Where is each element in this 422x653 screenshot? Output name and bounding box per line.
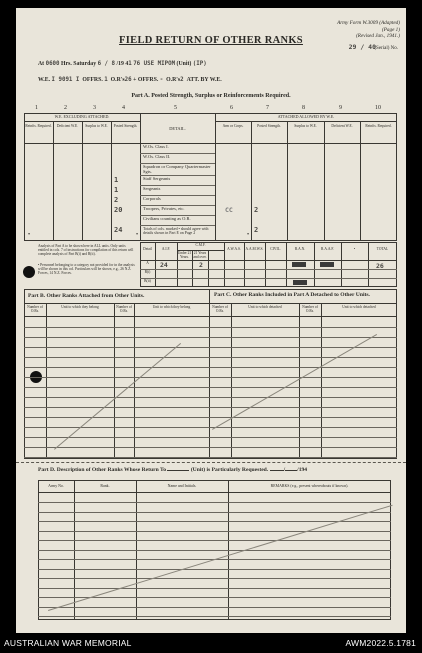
group-header-attached: ATTACHED ALLOWED BY W.E.: [277, 114, 335, 119]
grid-line: [140, 260, 397, 261]
analysis-column-header: CIVIL.: [270, 247, 281, 251]
total-value: 26: [376, 262, 384, 270]
analysis-column-header: R.A.A.F.: [321, 247, 334, 251]
row-label: Corporals: [143, 196, 161, 201]
row-line: [24, 357, 397, 358]
analysis-column-header: A.I.F.: [161, 247, 171, 251]
grid-line: [215, 113, 216, 241]
column-header: Deficient W.E.: [56, 124, 79, 128]
row-line: [38, 512, 391, 513]
part-d-table: [38, 480, 391, 620]
redaction-block: [292, 262, 306, 267]
detail-header: DETAIL.: [169, 126, 186, 131]
column-header: Surplus to W.E.: [294, 124, 317, 128]
revision-note: (Revised Jan., 1941.): [356, 33, 400, 39]
part-d-heading: Part D. Description of Other Ranks Whose Return To (Unit) is Particularly Requested. / /194: [38, 467, 308, 473]
part-c-heading: Part C. Other Ranks Included in Part A Detached to Other Units.: [214, 292, 370, 298]
posted-strength-value: 1: [114, 176, 119, 184]
row-line: [140, 278, 397, 279]
row-line: [24, 437, 397, 438]
part-d-column-header: Rank.: [100, 484, 110, 488]
analysis-column-header: •: [353, 247, 356, 251]
row-line: [24, 347, 397, 348]
date-value: 6 / 8: [97, 61, 116, 67]
tear-line: [16, 462, 406, 463]
row-line: [38, 569, 391, 570]
group-header-we: W.E. EXCLUDING ATTACHED.: [54, 114, 110, 119]
part-c-column-header: Unit to which detached: [342, 305, 376, 309]
column-header: Posted Strength.: [257, 124, 281, 128]
column-number: 7: [266, 105, 269, 111]
posted-strength-value: 24: [114, 226, 123, 234]
column-number: 4: [122, 105, 125, 111]
column-header: Arm or Corps.: [222, 124, 244, 128]
grid-line: [360, 121, 361, 241]
part-b-column-header: Number of O.Rs.: [116, 305, 132, 313]
column-number: 2: [64, 105, 67, 111]
part-b-heading: Part B. Other Ranks Attached from Other Units.: [28, 293, 145, 299]
serial-number-label: (Serial) No.: [374, 46, 398, 51]
row-line: [24, 337, 397, 338]
unit-value: 76 USE MIPOM: [133, 61, 176, 67]
part-c-column-header: Number of O.Rs.: [212, 305, 228, 313]
row-line: [38, 616, 391, 617]
analysis-column-header: A.A.M.W.S.: [245, 247, 264, 251]
analysis-column-header: A.W.A.S.: [227, 247, 241, 251]
cmf-header: C.M.F.: [195, 243, 206, 247]
year-value: 1: [128, 61, 132, 67]
aif-value: 24: [160, 261, 168, 269]
redaction-block: [320, 262, 334, 267]
page-indicator: (Page 1): [381, 26, 400, 33]
grid-line: [111, 121, 112, 241]
row-label: Troopers, Privates, etc.: [143, 206, 185, 211]
ors-attached-value: 2: [180, 77, 184, 83]
form-number-block: Army Form W.3009 (Adapted) (Page 1) (Revised Jan., 1941.): [337, 20, 400, 39]
ors-value: 26: [124, 77, 132, 83]
analysis-column-header: TOTAL: [376, 247, 389, 251]
grid-line: [53, 121, 54, 241]
grid-line: [177, 242, 178, 287]
row-line: [24, 327, 397, 328]
row-label: Staff Sergeants: [143, 176, 171, 181]
column-number: 5: [174, 105, 177, 111]
analysis-row-label: A: [146, 261, 149, 265]
analysis-column-header: R.A.N.: [294, 247, 306, 251]
part-c-column-header: Unit to which detached: [248, 305, 282, 309]
row-line: [38, 607, 391, 608]
part-d-column-header: REMARKS (e.g., present whereabouts if known).: [270, 484, 349, 488]
column-number: 6: [230, 105, 233, 111]
part-b-column-header: Number of O.Rs.: [27, 305, 43, 313]
row-line: [24, 377, 397, 378]
hours-value: 0600: [45, 61, 60, 67]
footer-credit: AUSTRALIAN WAR MEMORIAL: [4, 638, 132, 648]
marker-dot: •: [28, 232, 31, 238]
row-line: [38, 502, 391, 503]
analysis-footnote: • Personnel belonging to a category not provided for in the analysis will be shown in this col. Particulars will be shown, e.g., 26 N.Z. Forces, 14 N.Z. Forces.: [38, 263, 135, 276]
grid-line: [251, 121, 252, 241]
column-number: 9: [339, 105, 342, 111]
grid-line: [324, 121, 325, 241]
row-line: [24, 457, 397, 458]
form-title: FIELD RETURN OF OTHER RANKS: [119, 35, 303, 46]
detail-header: Detail: [143, 247, 152, 251]
attached-strength-value: 2: [254, 226, 259, 234]
column-header: Deficient W.E.: [331, 124, 353, 128]
cmf-value: 2: [199, 261, 203, 269]
posted-strength-value: 1: [114, 186, 119, 194]
part-a-table: [24, 105, 397, 241]
analysis-row-label: B(ii): [144, 279, 151, 283]
part-a-heading: Part A. Posted Strength, Surplus or Reinforcements Required.: [131, 93, 291, 99]
column-number: 3: [93, 105, 96, 111]
row-line: [24, 407, 397, 408]
analysis-note: Analysis of Part A to be shown here in ALL units. Only units entitled in cols. 7 of instructions for compilation of this return will complete analysis of Part B(i) and B(ii).: [38, 244, 134, 257]
serial-number-value: 29 / 40: [348, 43, 376, 51]
return-time-line: At 0600 Hrs. Saturday 6 / 8 /19 41 76 USE MIPOM (Unit) (IP): [38, 61, 207, 67]
grid-line: [287, 121, 288, 241]
column-header: Reinfts. Required.: [25, 124, 52, 128]
row-line: [38, 578, 391, 579]
analysis-column-header: 21 Years and over.: [193, 251, 207, 259]
establishment-line: W.E. I 9091 I OFFRS. 1 O.R's26 + OFFRS. - O.R's2 ATT. BY W.E.: [38, 77, 222, 83]
row-label: Squadron or Company Quartermaster Sgts.: [143, 164, 211, 174]
column-header: Reinfts. Required.: [365, 124, 392, 128]
row-label: W.Os. Class I.: [143, 144, 169, 149]
posted-strength-value: 2: [114, 196, 119, 204]
army-form-number: Army Form W.3009: [337, 20, 378, 26]
row-line: [38, 531, 391, 532]
part-b-column-header: Unit to which they belong: [61, 305, 99, 309]
column-header: Posted Strength.: [113, 124, 138, 128]
row-label: Sergeants: [143, 186, 161, 191]
analysis-row-label: B(i): [144, 270, 151, 274]
column-number: 1: [35, 105, 38, 111]
row-line: [24, 387, 397, 388]
grid-line: [140, 113, 141, 241]
parts-b-c-section: [24, 289, 397, 459]
we-value: I 9091 I: [51, 77, 80, 83]
column-number: 10: [375, 105, 381, 111]
marker-dot: •: [247, 232, 250, 238]
column-header: Surplus to W.E.: [85, 124, 108, 128]
row-label: Totals of cols. marked • should agree with details shown in Part E on Page 2: [143, 227, 209, 236]
column-number: 8: [302, 105, 305, 111]
footer-accession: AWM2022.5.1781: [345, 638, 416, 648]
row-line: [24, 367, 397, 368]
row-line: [38, 550, 391, 551]
part-c-column-header: Number of O.Rs.: [302, 305, 318, 313]
row-line: [38, 540, 391, 541]
analysis-section: [24, 242, 397, 287]
arm-corps-value: CC: [225, 206, 233, 214]
row-label: Civilians counting as O.R.: [143, 216, 191, 221]
row-line: [140, 225, 215, 226]
analysis-column-header: Under 21 Years.: [177, 251, 192, 259]
part-d-column-header: Name and Initials.: [167, 484, 197, 488]
posted-strength-value: 20: [114, 206, 123, 214]
part-b-column-header: Unit to which they belong: [152, 305, 191, 309]
row-line: [24, 397, 397, 398]
row-line: [24, 417, 397, 418]
row-label: W.Os. Class II.: [143, 154, 171, 159]
redaction-block: [293, 280, 307, 285]
offrs-value: 1: [104, 77, 108, 83]
grid-line: [82, 121, 83, 241]
row-line: [140, 269, 397, 270]
part-d-column-header: Army No.: [48, 484, 64, 488]
attached-strength-value: 2: [254, 206, 259, 214]
form-sheet: [16, 8, 406, 633]
marker-dot: •: [136, 232, 139, 238]
row-line: [38, 588, 391, 589]
row-line: [24, 447, 397, 448]
